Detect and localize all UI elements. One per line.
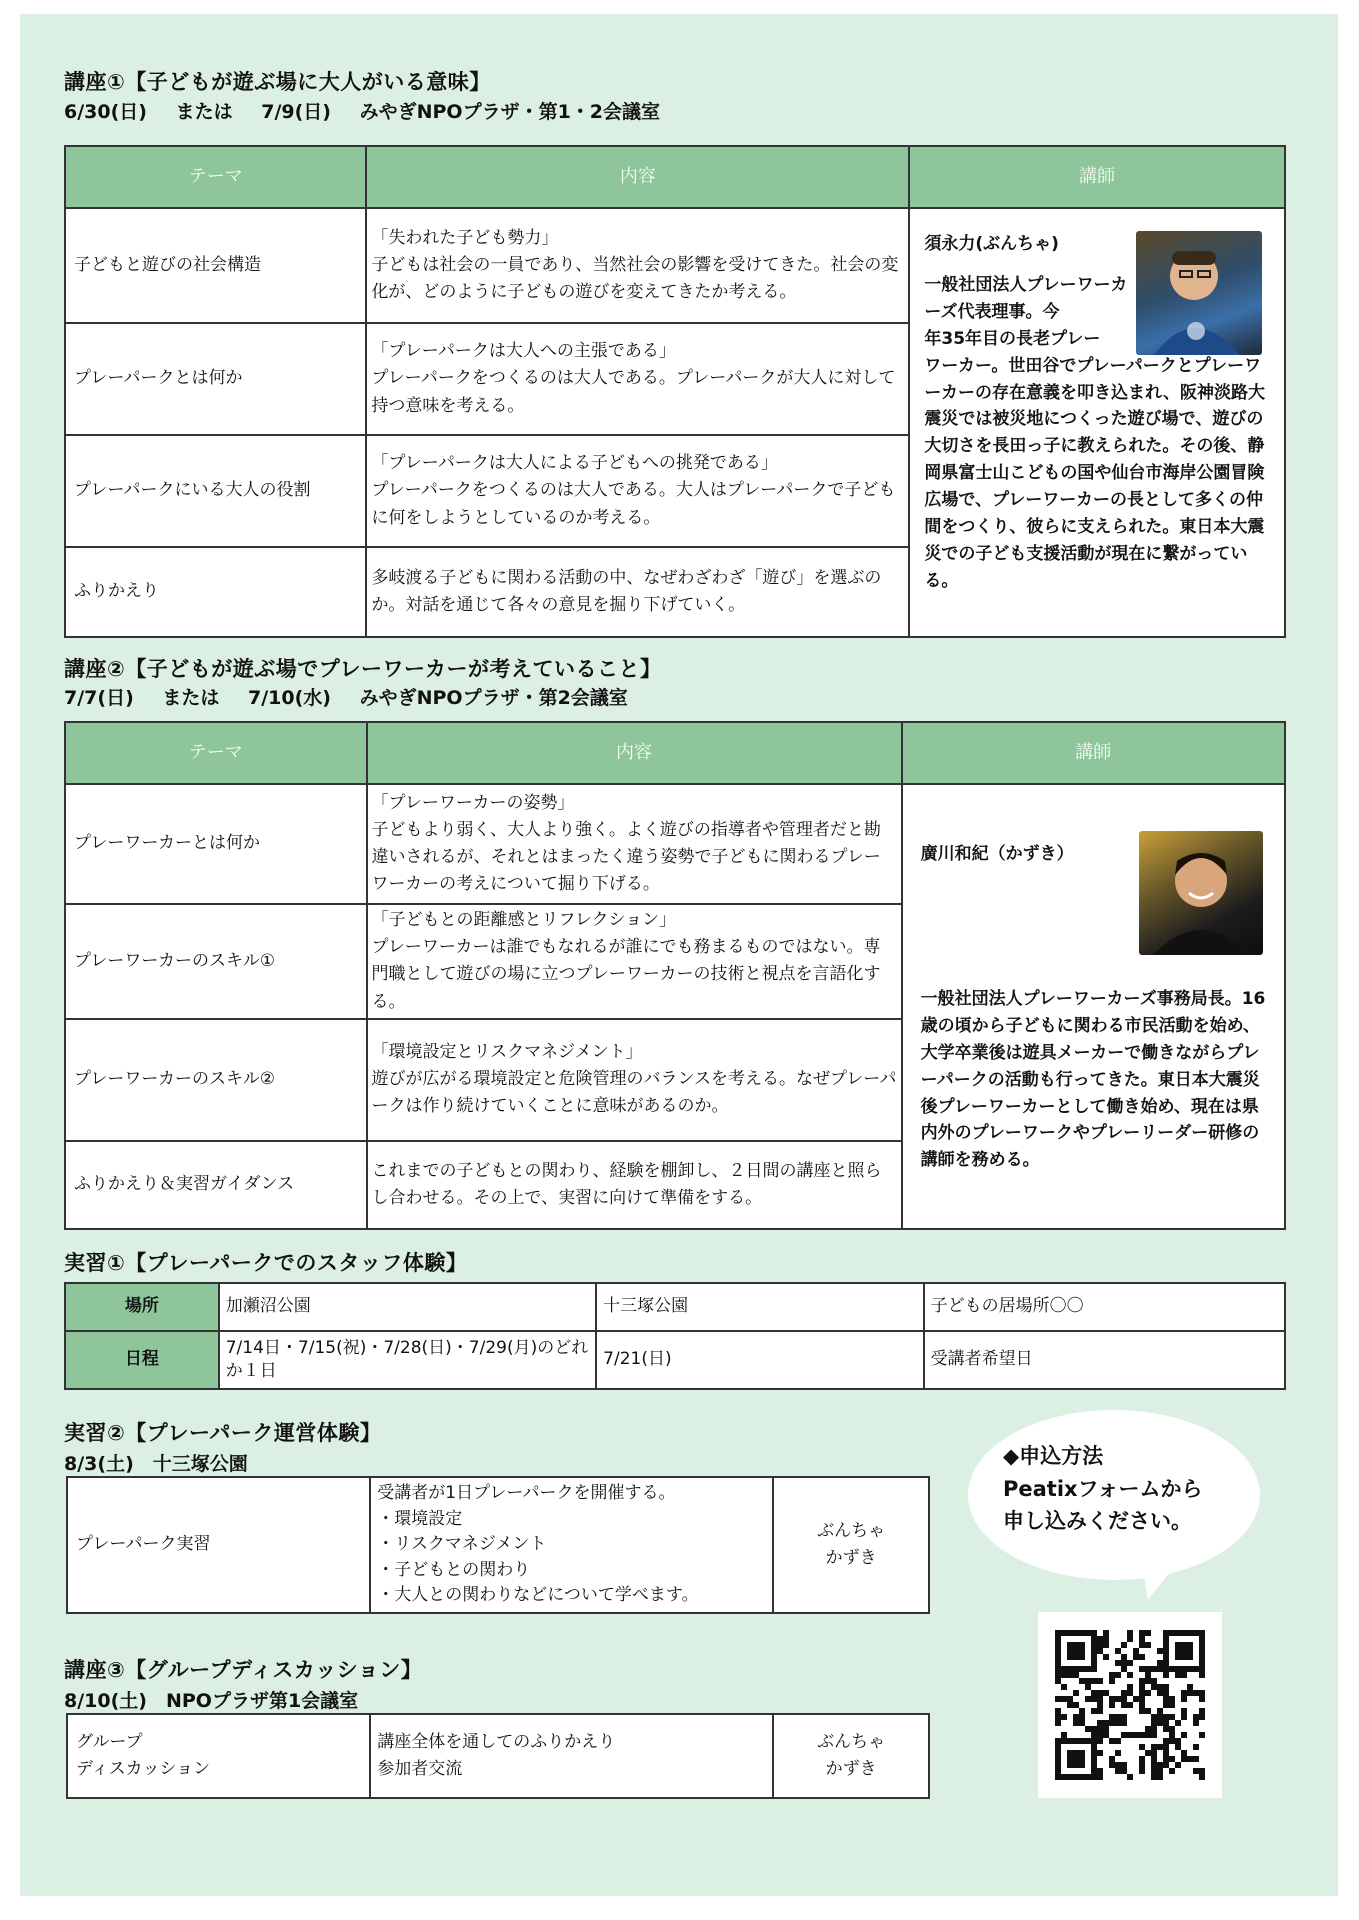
course2-date2: 7/10(水) — [248, 687, 331, 709]
practice1-place-3: 子どもの居場所〇〇 — [924, 1283, 1285, 1331]
course1-text-1: 子どもは社会の一員であり、当然社会の影響を受けてきた。社会の変化が、どのように子どもの遊びを変えてきたか考える。 — [371, 254, 899, 303]
course2-lecturer-name: 廣川和紀（かずき） — [920, 844, 1074, 864]
course3-content-line-1: 講座全体を通してのふりかえり — [377, 1731, 616, 1752]
course2-content-2 — [367, 904, 902, 1019]
course2-text-1: 子どもより弱く、大人より強く。よく遊びの指導者や管理者だと勘違いされるが、それとはまったく違う姿勢で子どもに関わるプレーワーカーの考えについて掘り下げる。 — [371, 819, 881, 895]
table-row — [67, 1714, 929, 1798]
course2-header-theme: テーマ — [65, 722, 367, 784]
course1-heading: 講座①【子どもが遊ぶ場に大人がいる意味】 — [64, 70, 491, 94]
lecturer-photo-kazuki — [1139, 831, 1263, 955]
course1-quote-2: 「プレーパークは大人への主張である」 — [371, 341, 676, 362]
course1-theme-1: 子どもと遊びの社会構造 — [65, 208, 366, 323]
course2-venue: みやぎNPOプラザ・第2会議室 — [359, 687, 628, 709]
course3-date-venue: 8/10(土) NPOプラザ第1会議室 — [64, 1690, 359, 1712]
practice2-line-3: ・リスクマネジメント — [377, 1534, 547, 1555]
practice1-date-label: 日程 — [65, 1331, 219, 1389]
course3-content — [370, 1714, 773, 1798]
course1-theme-3: プレーパークにいる大人の役割 — [65, 435, 366, 547]
table-row — [67, 1477, 929, 1613]
apply-line-1: ◆申込方法 — [1003, 1444, 1104, 1468]
practice1-place-1: 加瀬沼公園 — [219, 1283, 596, 1331]
table-row — [65, 208, 1285, 323]
course1-theme-4: ふりかえり — [65, 547, 366, 637]
lecturer-photo-bunchan — [1136, 231, 1262, 355]
course1-theme-2: プレーパークとは何か — [65, 323, 366, 435]
course2-content-3 — [367, 1019, 902, 1141]
course1-content-1 — [366, 208, 909, 323]
course2-header-lecturer: 講師 — [902, 722, 1285, 784]
course2-quote-1: 「プレーワーカーの姿勢」 — [371, 792, 575, 813]
course1-header-content: 内容 — [366, 146, 909, 208]
course2-table — [64, 721, 1286, 1230]
apply-line-3: 申し込みください。 — [1003, 1509, 1192, 1534]
course3-content-line-2: 参加者交流 — [377, 1759, 463, 1779]
course3-theme — [67, 1714, 370, 1798]
course1-content-4 — [366, 547, 909, 637]
course2-theme-3: プレーワーカーのスキル② — [65, 1019, 367, 1141]
practice2-lecturer-1: ぶんちゃ — [817, 1520, 886, 1541]
apply-line-2: Peatixフォームから — [1003, 1476, 1203, 1501]
practice2-table — [66, 1476, 930, 1614]
practice1-table — [64, 1282, 1286, 1390]
qr-code-graphic — [1038, 1612, 1222, 1798]
practice1-heading: 実習①【プレーパークでのスタッフ体験】 — [64, 1251, 468, 1275]
course2-text-2: プレーワーカーは誰でもなれるが誰にでも務まるものではない。専門職として遊びの場に立つプレーワーカーの技術と視点を言語化する。 — [371, 937, 881, 1012]
practice2-theme: プレーパーク実習 — [67, 1477, 370, 1613]
course1-header-lecturer: 講師 — [909, 146, 1285, 208]
practice1-date-2: 7/21(日) — [596, 1331, 923, 1389]
practice2-lecturers — [773, 1477, 929, 1613]
table-row — [65, 784, 1285, 904]
table-row — [65, 1331, 1285, 1389]
course1-date2: 7/9(日) — [261, 101, 331, 123]
practice2-lecturer-2: かずき — [825, 1548, 877, 1568]
course2-header-content: 内容 — [367, 722, 902, 784]
course1-lecturer-bio: 一般社団法人プレーワーカーズ代表理事。今 年35年目の長老プレー ワーカー。世田谷でプレーパークとプレーワーカーの存在意義を叩き込まれ、阪神淡路大震災では被災地につくった遊び場で、遊びの大切さを長田っ子に教えられた。その後、静岡県富士山こどもの国や仙台市海岸公園冒険広場で、プレーワーカーの長として多くの仲間をつくり、彼らに支えられた。東日本大震災での子ども支援活動が現在に繋がっている。 — [924, 275, 1266, 591]
practice1-place-2: 十三塚公園 — [596, 1283, 923, 1331]
course2-theme-2: プレーワーカーのスキル① — [65, 904, 367, 1019]
course3-heading: 講座③【グループディスカッション】 — [64, 1658, 423, 1682]
practice2-line-4: ・子どもとの関わり — [377, 1559, 531, 1580]
qr-code-icon[interactable] — [1038, 1612, 1222, 1798]
apply-instructions — [1003, 1440, 1203, 1538]
course1-lecturer-cell — [909, 208, 1285, 637]
course3-lecturers — [773, 1714, 929, 1798]
course3-lecturer-2: かずき — [825, 1759, 877, 1779]
course2-quote-2: 「子どもとの距離感とリフレクション」 — [371, 910, 677, 930]
course1-text-2: プレーパークをつくるのは大人である。プレーパークが大人に対して持つ意味を考える。 — [371, 368, 896, 416]
course1-text-4: 多岐渡る子どもに関わる活動の中、なぜわざわざ「遊び」を選ぶのか。対話を通じて各々の意見を掘り下げていく。 — [371, 567, 882, 615]
course2-quote-3: 「環境設定とリスクマネジメント」 — [371, 1041, 643, 1062]
course2-schedule — [64, 683, 650, 710]
course1-content-3 — [366, 435, 909, 547]
course2-heading: 講座②【子どもが遊ぶ場でプレーワーカーが考えていること】 — [64, 657, 662, 681]
practice2-content — [370, 1477, 773, 1613]
course2-or: または — [162, 687, 220, 709]
course2-text-3: 遊びが広がる環境設定と危険管理のバランスを考える。なぜプレーパークは作り続けていくことに意味があるのか。 — [371, 1069, 897, 1117]
practice2-line-2: ・環境設定 — [377, 1508, 463, 1529]
course1-or: または — [175, 101, 233, 123]
course1-schedule — [64, 97, 682, 124]
course3-lecturer-1: ぶんちゃ — [817, 1731, 886, 1752]
course1-lecturer-name: 須永力(ぶんちゃ) — [924, 234, 1059, 254]
course2-lecturer-cell — [902, 784, 1285, 1229]
practice2-heading: 実習②【プレーパーク運営体験】 — [64, 1421, 382, 1445]
practice1-place-label: 場所 — [65, 1283, 219, 1331]
course1-table — [64, 145, 1286, 638]
course2-text-4: これまでの子どもとの関わり、経験を棚卸し、２日間の講座と照らし合わせる。その上で、実習に向けて準備をする。 — [371, 1160, 882, 1208]
course1-text-3: プレーパークをつくるのは大人である。大人はプレーパークで子どもに何をしようとしているのか考える。 — [371, 480, 896, 528]
course3-table — [66, 1713, 930, 1799]
course1-header-theme: テーマ — [65, 146, 366, 208]
course1-venue: みやぎNPOプラザ・第1・2会議室 — [359, 101, 661, 123]
course2-theme-1: プレーワーカーとは何か — [65, 784, 367, 904]
course3-theme-line-1: グループ — [76, 1731, 143, 1752]
course2-lecturer-bio: 一般社団法人プレーワーカーズ事務局長。16歳の頃から子どもに関わる市民活動を始め、大学卒業後は遊具メーカーで働きながらプレーパークの活動も行ってきた。東日本大震災後プレーワーカーとして働き始め、現在は県内外のプレーワークやプレーリーダー研修の講師を務める。 — [920, 989, 1266, 1171]
course3-theme-line-2: ディスカッション — [76, 1759, 211, 1779]
practice2-line-5: ・大人との関わりなどについて学べます。 — [377, 1585, 699, 1606]
course2-theme-4: ふりかえり＆実習ガイダンス — [65, 1141, 367, 1229]
course1-content-2 — [366, 323, 909, 435]
course2-content-4 — [367, 1141, 902, 1229]
course2-date1: 7/7(日) — [64, 687, 134, 709]
course1-quote-3: 「プレーパークは大人による子どもへの挑発である」 — [371, 453, 778, 474]
table-row — [65, 1283, 1285, 1331]
practice1-date-3: 受講者希望日 — [924, 1331, 1285, 1389]
course1-quote-1: 「失われた子ども勢力」 — [371, 227, 559, 248]
course1-date1: 6/30(日) — [64, 101, 147, 123]
practice1-date-1: 7/14日・7/15(祝)・7/28(日)・7/29(月)のどれか１日 — [219, 1331, 596, 1389]
practice2-date-venue: 8/3(土) 十三塚公園 — [64, 1453, 248, 1475]
practice2-line-1: 受講者が1日プレーパークを開催する。 — [377, 1483, 676, 1504]
course2-content-1 — [367, 784, 902, 904]
